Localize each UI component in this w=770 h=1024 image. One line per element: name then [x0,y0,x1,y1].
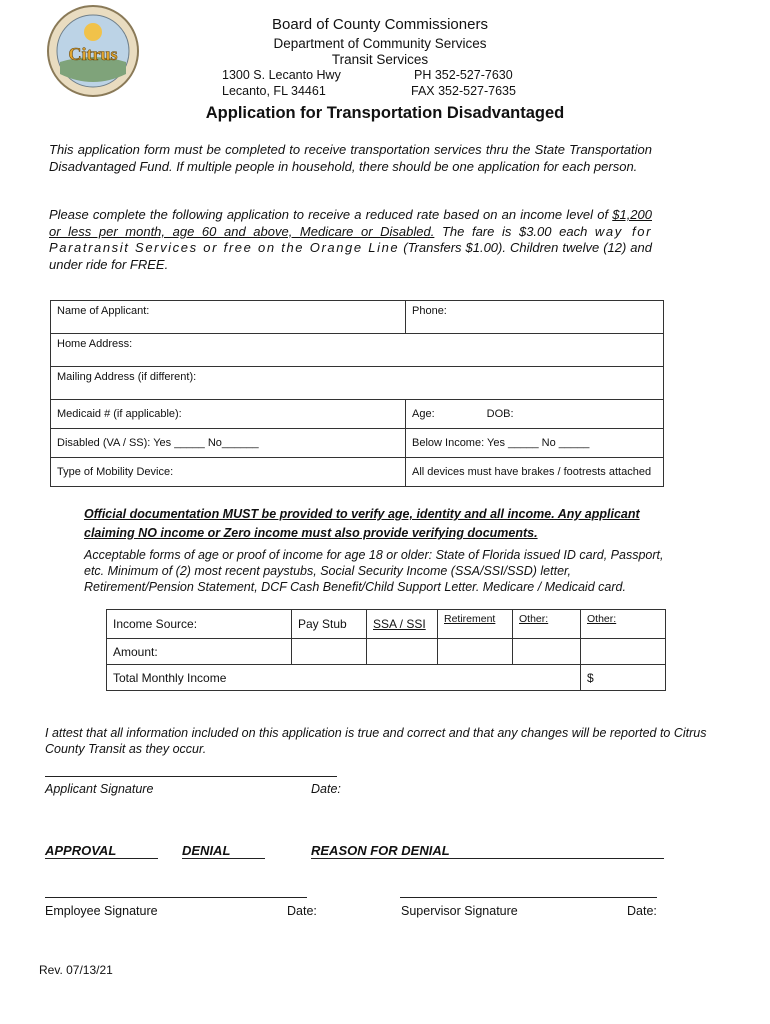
total-monthly-income-cell[interactable]: $ [581,665,666,691]
amount-other-cell-1[interactable] [513,639,581,665]
approval-line[interactable] [45,858,158,859]
age-label: Age: [412,408,435,420]
amount-ssa-cell[interactable] [367,639,438,665]
applicant-info-table [50,300,664,487]
revision-date: Rev. 07/13/21 [39,963,113,977]
applicant-name-field[interactable] [51,301,406,334]
supervisor-signature-line[interactable] [400,897,657,898]
home-address-field[interactable] [51,334,664,367]
mailing-address-label: Mailing Address (if different): [57,371,197,383]
total-monthly-income-label: Total Monthly Income [107,665,581,691]
county-seal-logo [46,4,140,98]
reason-for-denial-line[interactable] [311,858,664,859]
home-address-label: Home Address: [57,338,133,350]
below-income-field[interactable] [406,429,664,458]
mobility-device-field[interactable] [51,458,406,487]
age-dob-field[interactable] [406,400,664,429]
income-source-label: Income Source: [107,610,292,639]
acceptable-forms-text: Acceptable forms of age or proof of income for age 18 or older: State of Florida issued ID card, Passport, etc. Minimum of (2) most recent paystubs, Social Security Income (SSA/SSI/SSD) letter, Retirement/Pension Statement, DCF Cash Benefit/Child Support Letter. Medicare / Medicaid card. [84,548,664,594]
dob-label: DOB: [486,408,514,420]
devices-note-cell [406,458,664,487]
mailing-address-field[interactable] [51,367,664,400]
retirement-header: Retirement [438,610,513,639]
pay-stub-header: Pay Stub [292,610,367,639]
employee-signature-label: Employee Signature [45,904,158,918]
mobility-device-label: Type of Mobility Device: [57,466,174,478]
phone-field[interactable] [406,301,664,334]
street-address: 1300 S. Lecanto Hwy [222,68,341,82]
division-title: Transit Services [331,52,429,67]
city-address: Lecanto, FL 34461 [222,84,326,98]
page-title: Application for Transportation Disadvantaged [205,104,565,122]
applicant-name-label: Name of Applicant: [57,305,150,317]
amount-pay-stub-cell[interactable] [292,639,367,665]
devices-note: All devices must have brakes / footrests attached [412,466,652,478]
disabled-label: Disabled (VA / SS): Yes _____ No______ [57,437,259,449]
denial-label: DENIAL [182,843,231,858]
denial-line[interactable] [182,858,265,859]
attestation-text: I attest that all information included on this application is true and correct and that any changes will be reported to Citrus County Transit as they occur. [45,726,707,756]
employee-signature-line[interactable] [45,897,307,898]
amount-other-cell-2[interactable] [581,639,666,665]
applicant-signature-label: Applicant Signature [45,782,154,796]
reduced-criteria: $1,200 or less per month, age 60 and above, Medicare or Disabled. [49,207,652,239]
amount-label: Amount: [107,639,292,665]
reduced-text-1: Please complete the following application to receive a reduced rate based on an income level of [49,207,613,222]
reason-for-denial-label: REASON FOR DENIAL [311,843,450,858]
logo-wordmark: Citrus [68,44,118,64]
employee-date-label: Date: [287,904,317,918]
income-table [106,609,666,691]
below-income-label: Below Income: Yes _____ No _____ [412,437,590,449]
ssa-ssi-header: SSA / SSI [367,610,438,639]
fax-number: FAX 352-527-7635 [411,84,516,98]
applicant-date-label: Date: [311,782,341,796]
official-documentation-notice: Official documentation MUST be provided to verify age, identity and all income. Any applicant claiming NO income or Zero income must also provide verifying documents. [84,507,640,540]
intro-paragraph: This application form must be completed to receive transportation services thru the State Transportation Disadvantaged Fund. If multiple people in household, there should be one application for each person. [49,142,652,174]
board-title: Board of County Commissioners [272,16,488,33]
medicaid-label: Medicaid # (if applicable): [57,408,182,420]
approval-label: APPROVAL [45,843,117,858]
disabled-field[interactable] [51,429,406,458]
applicant-signature-line[interactable] [45,776,337,777]
reduced-text-2: The fare is $3.00 each [434,223,595,239]
other-header-1: Other: [513,610,581,639]
reduced-text-3: (Transfers $1.00). Children twelve (12) and under ride for FREE. [49,240,653,272]
phone-label: Phone: [412,305,447,317]
phone-number: PH 352-527-7630 [414,68,513,82]
medicaid-field[interactable] [51,400,406,429]
supervisor-signature-label: Supervisor Signature [401,904,518,918]
other-header-2: Other: [581,610,666,639]
amount-retirement-cell[interactable] [438,639,513,665]
reduced-rate-paragraph [49,207,652,273]
supervisor-date-label: Date: [627,904,657,918]
reduced-fare-options: way for Paratransit Services or free on the Orange Line [49,223,652,255]
department-title: Department of Community Services [273,36,487,51]
